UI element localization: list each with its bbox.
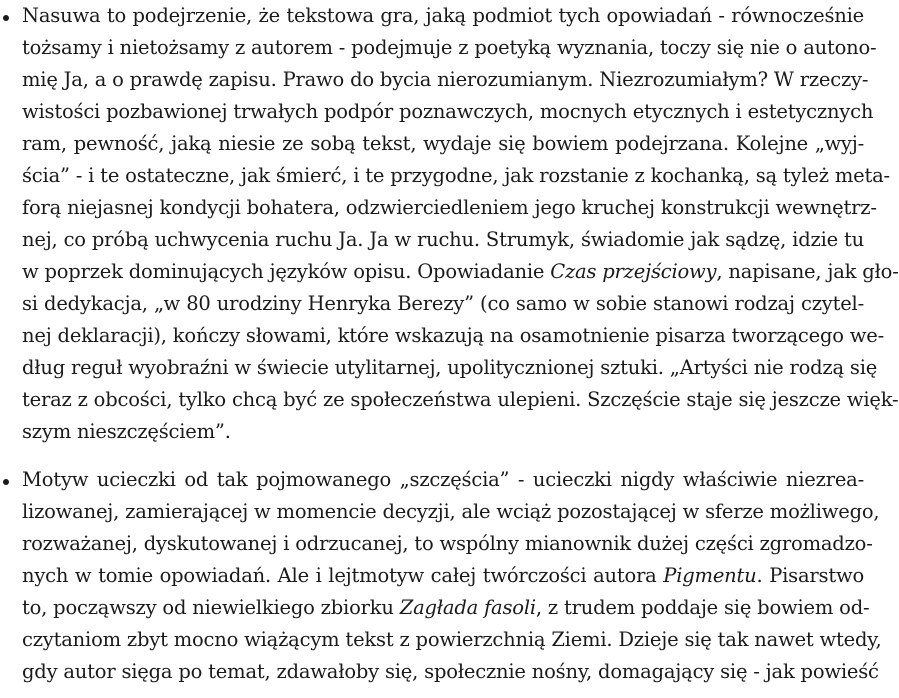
italic-title: Zagłada fasoli [399, 596, 536, 619]
text-line: gdy autor sięga po temat, zdawałoby się, społecznie nośny, domagający się - jak powieść [22, 660, 879, 683]
text-line: tożsamy i nietożsamy z autorem - podejmuje z poetyką wyznania, toczy się nie o autono- [22, 36, 877, 59]
text-line: Nasuwa to podejrzenie, że tekstowa gra, jaką podmiot tych opowiadań - równocześnie [22, 4, 864, 27]
text-line: nej, co próbą uchwycenia ruchu Ja. Ja w ruchu. Strumyk, świadomie jak sądzę, idzie tu [22, 228, 864, 251]
italic-title: Czas przejściowy [550, 260, 717, 283]
text-line: lizowanej, zamierającej w momencie decyzji, ale wciąż pozostającej w sferze możliwego, [22, 500, 880, 523]
text-line: Motyw ucieczki od tak pojmowanego „szczęścia” - ucieczki nigdy właściwie niezrea- [22, 468, 864, 491]
text-segment: , napisane, jak gło- [716, 260, 899, 283]
text-line-with-italic [22, 560, 864, 592]
text-line: ram, pewność, jaką niesie ze sobą tekst, wydaje się bowiem podejrzana. Kolejne „wyj- [22, 132, 864, 155]
text-line: forą niejasnej kondycji bohatera, odzwierciedleniem jego kruchej konstrukcji wewnętrz- [22, 196, 877, 219]
text-line: mię Ja, a o prawdę zapisu. Prawo do bycia nierozumianym. Niezrozumiałym? W rzeczy- [22, 68, 869, 91]
text-segment: , z trudem poddaje się bowiem od- [535, 596, 870, 619]
paragraph-bullet-1 [3, 15, 9, 21]
text-segment: nych w tomie opowiadań. Ale i lejtmotyw całej twórczości autora [22, 564, 664, 587]
text-line: ścia” - i te ostateczne, jak śmierć, i te przygodne, jak rozstanie z kochanką, są tyleż meta- [22, 164, 890, 187]
text-line: rozważanej, dyskutowanej i odrzucanej, to wspólny mianownik dużej części zgromadzo- [22, 532, 873, 555]
text-segment: w poprzek dominujących języków opisu. Opowiadanie [22, 260, 551, 283]
italic-title: Pigmentu [663, 564, 757, 587]
text-line: wistości pozbawionej trwałych podpór poznawczych, mocnych etycznych i estetycznych [22, 100, 874, 123]
text-line: szym nieszczęściem”. [22, 420, 231, 443]
text-line: teraz z obcości, tylko chcą być ze społeczeństwa ulepieni. Szczęście staje się jeszcze więk- [22, 388, 899, 411]
text-line-with-italic [22, 592, 870, 624]
text-line: nej deklaracji), kończy słowami, które wskazują na osamotnienie pisarza tworzącego we- [22, 324, 884, 347]
text-line-with-italic [22, 256, 899, 288]
text-line: dług reguł wyobraźni w świecie utylitarnej, upolitycznionej sztuki. „Artyści nie rodzą się [22, 356, 878, 379]
text-line: si dedykacja, „w 80 urodziny Henryka Berezy” (co samo w sobie stanowi rodzaj czytel- [22, 292, 864, 315]
text-segment: . Pisarstwo [756, 564, 864, 587]
paragraph-bullet-2 [3, 479, 9, 485]
text-line: czytaniom zbyt mocno wiążącym tekst z powierzchnią Ziemi. Dzieje się tak nawet wtedy, [22, 628, 882, 651]
text-segment: to, począwszy od niewielkiego zbiorku [22, 596, 400, 619]
